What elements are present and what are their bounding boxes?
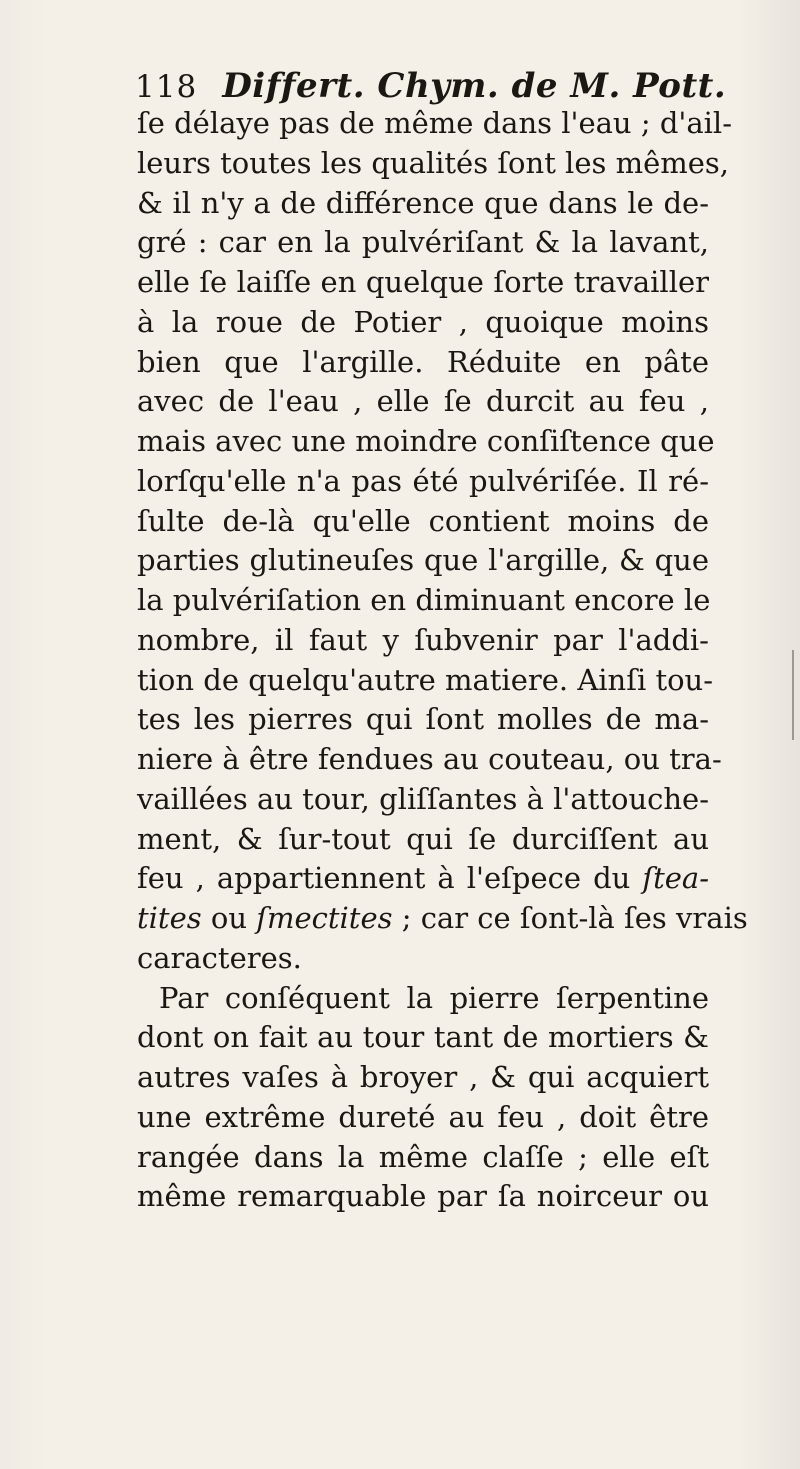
text-line: rangée dans la même claſſe ; elle eſt [137, 1139, 709, 1174]
text-line: ment, & ſur-tout qui ſe durciſſent au [137, 821, 709, 856]
text-line: dont on fait au tour tant de mortiers & [137, 1020, 709, 1055]
text-line: gré : car en la pulvériſant & la lavant, [137, 225, 709, 260]
text-line: la pulvériſation en diminuant encore le [137, 583, 711, 617]
text-run: feu , appartiennent à l'eſpece du [137, 861, 643, 896]
text-line: elle ſe laiſſe en quelque ſorte travailler [137, 265, 709, 299]
text-run: ou [201, 901, 257, 935]
page-edge-shadow [792, 650, 794, 740]
text-line: niere à être fendues au couteau, ou tra- [137, 742, 722, 776]
paragraph-first-line: Par conſéquent la pierre ſerpentine [159, 980, 709, 1015]
text-run: ; car ce ſont-là ſes vrais [392, 901, 748, 935]
text-line: ſe délaye pas de même dans l'eau ; d'ail- [137, 106, 732, 140]
text-line: lorſqu'elle n'a pas été pulvériſée. Il ré- [137, 463, 709, 498]
text-line: une extrême dureté au feu , doit être [137, 1099, 709, 1134]
text-line [137, 899, 748, 939]
text-line: ſulte de-là qu'elle contient moins de [137, 503, 709, 538]
text-line: tes les pierres qui ſont molles de ma- [137, 702, 709, 737]
text-line: à la roue de Potier , quoique moins [137, 304, 709, 339]
page-number: 118 [135, 69, 198, 105]
text-line: caracteres. [137, 940, 302, 975]
text-line: mais avec une moindre conſiſtence que [137, 424, 715, 458]
text-line: parties glutineuſes que l'argille, & que [137, 543, 709, 578]
text-line: & il n'y a de différence que dans le de- [137, 185, 709, 220]
text-line: bien que l'argille. Réduite en pâte [137, 344, 709, 379]
text-line: vaillées au tour, gliſſantes à l'attouche- [137, 781, 709, 816]
text-line: même remarquable par ſa noirceur ou [137, 1179, 709, 1214]
running-title: Differt. Chym. de M. Pott. [222, 66, 727, 106]
text-line: autres vaſes à broyer , & qui acquiert [137, 1060, 709, 1094]
text-line [137, 859, 709, 899]
italic-term: ſtea- [642, 861, 709, 896]
running-head [135, 66, 727, 106]
italic-term: ſmectites [256, 901, 393, 935]
text-line: avec de l'eau , elle ſe durcit au feu , [137, 384, 709, 419]
text-line: tion de quelqu'autre matiere. Ainſi tou- [137, 662, 714, 697]
text-line: nombre, il faut y ſubvenir par l'addi- [137, 622, 709, 657]
text-line: leurs toutes les qualités ſont les mêmes, [137, 145, 730, 180]
italic-term: tites [137, 901, 202, 935]
body-text [137, 104, 748, 1217]
